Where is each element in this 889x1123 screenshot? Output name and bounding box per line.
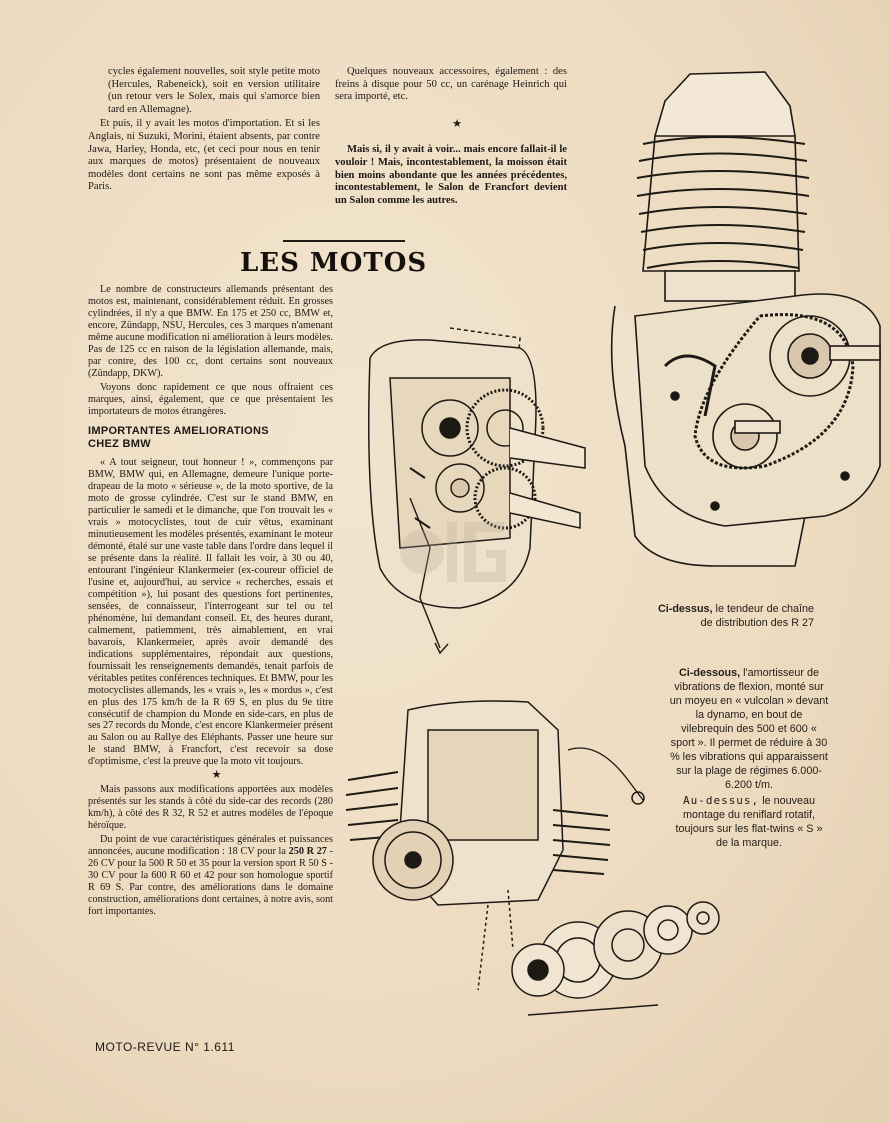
caption-top-line-2: de distribution des R 27 xyxy=(700,617,814,629)
timing-cover-illustration xyxy=(340,318,600,658)
subheading-line-2: CHEZ BMW xyxy=(88,438,151,451)
article-column xyxy=(88,284,333,920)
section-heading: LES MOTOS xyxy=(240,248,428,278)
para-5-start: Du point de vue caractéristiques générales et puissances annoncées, aucune modification : 18 CV pour la xyxy=(88,834,333,857)
caption-top-lead: Ci-dessus, xyxy=(657,603,713,615)
article-para-4: Mais passons aux modifications apportées aux modèles présentés sur les stands à côté du side-car des records (280 km/h), à côté des R 32, R 52 et autres modèles de l'époque héroïque. xyxy=(88,784,333,832)
star-separator-top: ★ xyxy=(452,117,462,130)
top-left-column xyxy=(88,66,320,196)
para-5-model: 250 R 27 xyxy=(288,845,327,857)
star-separator-article: ★ xyxy=(211,769,222,782)
top-left-para-1: cycles également nouvelles, soit style petite moto (Hercules, Rabeneick), soit en version utilitaire (un retour vers le Solex, mais qui s'amorce bien tard en Allemagne). xyxy=(108,66,320,115)
page-footer: MOTO-REVUE N° 1.611 xyxy=(95,1040,235,1054)
article-para-1: Le nombre de constructeurs allemands présentant des motos est, maintenant, considérablement réduit. En grosses cylindrées, il n'y a que BMW. En 175 et 250 cc, BMW et, encore, Zündapp, NSU, Hercules, ces 3 marques n'amenant même aucune modification ni amélioration à leurs modèles. Pas de 125 cc en raison de la législation allemande, mais, par contre, des 100 cc, dont certains sont nouveaux (Zündapp, DKW). xyxy=(88,284,333,379)
caption-top-line-1 xyxy=(634,602,814,616)
article-para-5 xyxy=(88,834,333,918)
top-middle-para-2: Mais si, il y avait à voir... mais encore fallait-il le vouloir ! Mais, incontestablement, la moisson était bien moins abondante que les années précédentes, incontestablement, le Salon de Francfort devient un Salon comme les autres. xyxy=(335,144,567,206)
top-middle-column xyxy=(335,66,567,209)
watermark-logo xyxy=(392,508,512,598)
top-left-para-2: Et puis, il y avait les motos d'importation. Et si les Anglais, ni Suzuki, Morini, étaient absents, par contre Jawa, Harley, Honda, etc, (et ceci pour nous en tenir aux marques de motos) présentaient de nouveaux modèles dont certains ne sont pas même exposés à Paris. xyxy=(88,118,320,193)
article-subheading xyxy=(88,425,333,451)
caption-bottom xyxy=(668,666,830,850)
article-para-3: « A tout seigneur, tout honneur ! », commençons par BMW, BMW qui, en Allemagne, demeure l'unique porte-drapeau de la moto « sérieuse », de la moto sportive, de la moto de grosse cylindrée. C'est sur le stand BMW, en particulier le samedi et le dimanche, que l'on trouvait les « vrais » motocyclistes, tout de cuir vêtus, examinant minutieusement les modèles présentés, examinant le moteur démonté, étalé sur une vaste table dans l'ordre dans lequel il se présente dans la réalité. Il fallait les voir, à 30 ou 40, entourant l'ingénieur Klankermeier (ex-coureur officiel de l'usine et, aujourd'hui, au service « recherches, essais et compétition »), lui posant des questions fort pertinentes, sensées, de connaisseur, l'interrogeant sur tel ou tel phénomène, lui demandant conseil. Et, des heures durant, calmement, patiemment, très aimablement, en vrai bavarois, Klankermeier, après avoir demandé des indications supplémentaires, répondait aux questions, fournissait les renseignements demandés, tenait parfois de véritables petites conférences techniques. Et BMW, pour les motocyclistes allemands, les « vrais », les « mordus », c'est en plus des 175 km/h de la R 69 S, en plus du 9e titre consécutif de champion du Monde en side-cars, en plus de ses 27 records du Monde, c'est encore Klankermeier présent au Salon ou au Rallye des Eléphants. Passer une heure sur le stand BMW, à Francfort, c'est recevoir sa dose d'optimisme, c'est la preuve que la moto vit toujours. xyxy=(88,457,333,768)
caption-top-text-1: le tendeur de chaîne xyxy=(715,603,814,615)
article-para-2: Voyons donc rapidement ce que nous offraient ces marques, ainsi, également, que ce que présentaient les importateurs de motos étrangères. xyxy=(88,381,333,417)
subheading-line-1: IMPORTANTES AMELIORATIONS xyxy=(88,425,269,438)
top-middle-para-1: Quelques nouveaux accessoires, également : des freins à disque pour 50 cc, un carénage Heinrich qui sera importé, etc. xyxy=(335,66,567,103)
caption-bottom-text: l'amortisseur de vibrations de flexion, monté sur un moyeu en « vulcolan » devant la dynamo, en bout de vilebrequin des 500 et 600 « sport ». Il permet de réduire à 30 % les vibrations qui apparaissent sur la plage de régimes 6.000-6.200 t/m. xyxy=(669,667,829,791)
caption-bottom-para-1 xyxy=(668,666,830,792)
engine-cylinder-illustration xyxy=(595,66,885,586)
caption-bottom-lead: Ci-dessous, xyxy=(678,667,741,679)
caption-handwritten-au-dessus: Au-dessus, xyxy=(682,794,760,807)
caption-top xyxy=(634,602,814,630)
para-5-end: - 26 CV pour la 500 R 50 et 35 pour la version sport R 50 S - 30 CV pour la 600 R 60 et 42 pour son homologue sportif R 69 S. Par contre, des améliorations dans le domaine construction, améliorations dont certaines, à notre avis, sont fort importantes. xyxy=(88,845,333,917)
heading-rule xyxy=(283,240,405,242)
caption-bottom-text-2: le nouveau montage du reniflard rotatif, toujours sur les flat-twins « S » de la marque. xyxy=(675,795,823,849)
caption-bottom-para-2 xyxy=(668,794,830,850)
